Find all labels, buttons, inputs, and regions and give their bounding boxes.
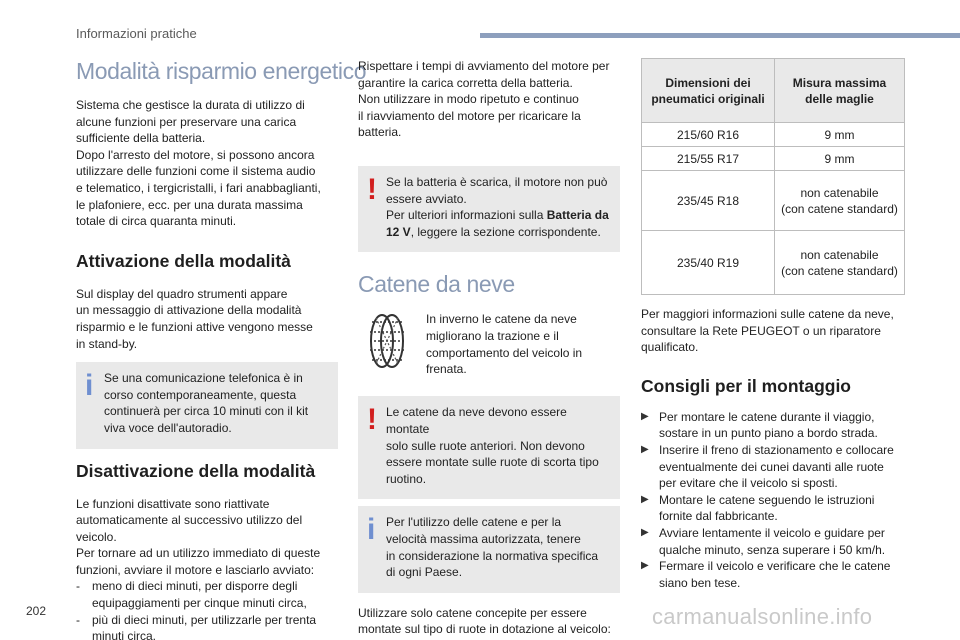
- note-line: Se la batteria è scarica, il motore non può: [386, 174, 608, 189]
- header-line: pneumatici originali: [651, 91, 765, 106]
- text-line: Avviare lentamente il veicolo e guidare per: [659, 525, 885, 540]
- text-line: Per maggiori informazioni sulle catene da neve,: [641, 307, 894, 321]
- text-line: per evitare che il veicolo si sposti.: [659, 476, 838, 491]
- column-middle: [358, 58, 620, 638]
- text-line: In inverno le catene da neve: [426, 312, 577, 327]
- text-line: frenata.: [426, 362, 467, 377]
- text-line: qualificato.: [641, 340, 699, 355]
- list-item: [641, 558, 911, 591]
- text-line: Non utilizzare in modo ripetuto e continuo: [358, 92, 579, 107]
- info-icon: i: [367, 513, 376, 547]
- warning-note-chains: [358, 396, 620, 499]
- text-line: Fermare il veicolo e verificare che le catene: [659, 559, 891, 574]
- note-line: in considerazione la normativa specifica: [386, 548, 599, 563]
- cell-tyre: 215/60 R16: [642, 123, 775, 147]
- chains-type-text: [358, 605, 620, 638]
- text-line: Per tornare ad un utilizzo immediato di queste: [76, 546, 321, 561]
- text-line: Rispettare i tempi di avviamento del motore per: [358, 59, 610, 73]
- text-line: più di dieci minuti, per utilizzarle per trenta: [92, 612, 317, 627]
- cell-size: 9 mm: [775, 123, 905, 147]
- note-line: ruotino.: [386, 471, 427, 486]
- text-line: comportamento del veicolo in: [426, 345, 583, 360]
- cell-tyre: 215/55 R17: [642, 147, 775, 171]
- arrow-bullet-icon: ▶: [641, 410, 649, 422]
- note-line: solo sulle ruote anteriori. Non devono: [386, 438, 585, 453]
- text-line: automaticamente al successivo utilizzo del: [76, 513, 303, 528]
- text-line: migliorano la trazione e il: [426, 328, 559, 343]
- column-left: [76, 58, 367, 640]
- dash-marker: -: [76, 579, 80, 594]
- note-line: velocità massima autorizzata, tenere: [386, 531, 581, 546]
- text-line: Le funzioni disattivate sono riattivate: [76, 496, 270, 511]
- text-line: fornite dal fabbricante.: [659, 509, 778, 524]
- table-header-row: [642, 59, 905, 123]
- note-text: , leggere la sezione corrispondente.: [410, 224, 601, 239]
- warning-note-battery: [358, 166, 620, 252]
- dash-marker: -: [76, 612, 80, 627]
- note-line: Se una comunicazione telefonica è in: [104, 371, 303, 386]
- heading-activation: Attivazione della modalità: [76, 250, 291, 271]
- header-bar: [480, 33, 960, 38]
- text-line: il riavviamento del motore per ricaricare la: [358, 108, 581, 123]
- list-item: [641, 442, 911, 492]
- energy-saving-intro: [76, 97, 338, 230]
- note-line: di ogni Paese.: [386, 565, 463, 580]
- list-item: [76, 612, 338, 640]
- text-line: meno di dieci minuti, per disporre degli: [92, 579, 298, 594]
- text-line: veicolo.: [76, 529, 117, 544]
- cell-line: (con catene standard): [781, 201, 898, 216]
- info-note-speed: [358, 506, 620, 592]
- title-snow-chains: Catene da neve: [358, 271, 515, 298]
- table-row: [642, 171, 905, 231]
- text-line: montate sul tipo di ruote in dotazione al veicolo:: [358, 622, 611, 637]
- text-line: qualche minuto, senza superare i 50 km/h.: [659, 542, 886, 557]
- page-number: 202: [26, 604, 47, 618]
- text-line: consultare la Rete PEUGEOT o un riparatore: [641, 323, 881, 338]
- header-line: Misura massima: [792, 75, 887, 90]
- text-line: Sistema che gestisce la durata di utilizzo di: [76, 98, 305, 112]
- text-line: utilizzare delle funzioni come il sistema audio: [76, 164, 316, 179]
- activation-text: [76, 286, 338, 352]
- text-line: minuti circa.: [92, 629, 157, 640]
- text-line: Sul display del quadro strumenti appare: [76, 286, 288, 301]
- chains-intro-text: [426, 311, 620, 377]
- heading-mounting-advice: Consigli per il montaggio: [641, 375, 851, 396]
- note-line: Le catene da neve devono essere montate: [386, 405, 567, 436]
- text-line: Montare le catene seguendo le istruzioni: [659, 492, 875, 507]
- engine-start-text: [358, 58, 620, 141]
- text-line: e telematico, i tergicristalli, i fari anabbaglianti,: [76, 180, 321, 195]
- tyre-chain-table: [641, 58, 905, 295]
- text-line: Dopo l'arresto del motore, si possono ancora: [76, 147, 315, 162]
- note-line: essere montate sulle ruote di scorta tipo: [386, 455, 599, 470]
- text-line: un messaggio di attivazione della modalità: [76, 303, 302, 318]
- text-line: garantire la carica corretta della batteria.: [358, 75, 573, 90]
- chains-intro-block: [358, 312, 620, 396]
- snow-chain-icon: [358, 312, 418, 370]
- text-line: Utilizzare solo catene concepite per essere: [358, 605, 587, 620]
- watermark: carmanualsonline.info: [652, 604, 873, 629]
- text-line: alcune funzioni per preservare una carica: [76, 114, 297, 129]
- text-line: funzioni, avviare il motore e lasciarlo avviato:: [76, 562, 315, 577]
- cell-line: non catenabile: [800, 185, 879, 200]
- note-line: [386, 207, 612, 224]
- text-line: sufficiente della batteria.: [76, 131, 206, 146]
- note-line: essere avviato.: [386, 191, 467, 206]
- battery-link-text: 12 V: [386, 224, 411, 239]
- header-line: Dimensioni dei: [665, 75, 751, 90]
- table-row: [642, 147, 905, 171]
- text-line: risparmio e le funzioni attive vengono messe: [76, 319, 313, 334]
- table-row: [642, 231, 905, 295]
- arrow-bullet-icon: ▶: [641, 443, 649, 455]
- cell-size: [775, 231, 905, 295]
- warning-icon: !: [367, 403, 377, 437]
- note-line: Per l'utilizzo delle catene e per la: [386, 515, 562, 530]
- text-line: le plafoniere, ecc. per una durata massima: [76, 197, 303, 212]
- list-item: [641, 409, 911, 442]
- list-item: [641, 525, 911, 558]
- section-header: Informazioni pratiche: [76, 26, 197, 41]
- arrow-bullet-icon: ▶: [641, 526, 649, 538]
- header-line: delle maglie: [805, 91, 874, 106]
- text-line: batteria.: [358, 125, 402, 140]
- battery-link-text: Batteria da: [546, 208, 609, 223]
- text-line: siano ben tese.: [659, 575, 741, 590]
- note-line: [386, 224, 612, 241]
- title-energy-saving: Modalità risparmio energetico: [76, 58, 367, 84]
- header-max-link-size: [775, 59, 905, 123]
- text-line: eventualmente dei cunei davanti alle ruote: [659, 459, 884, 474]
- cell-line: non catenabile: [800, 247, 879, 262]
- header-tyre-size: [642, 59, 775, 123]
- deactivation-text: [76, 496, 338, 579]
- cell-tyre: 235/45 R18: [642, 171, 775, 231]
- deactivation-list: [76, 578, 338, 640]
- cell-line: (con catene standard): [781, 263, 898, 278]
- column-right: [641, 58, 911, 591]
- cell-tyre: 235/40 R19: [642, 231, 775, 295]
- table-row: [642, 123, 905, 147]
- text-line: sostare in un punto piano a bordo strada.: [659, 426, 878, 441]
- text-line: Inserire il freno di stazionamento e collocare: [659, 442, 894, 457]
- note-line: continuerà per circa 10 minuti con il kit: [104, 404, 309, 419]
- more-info-text: [641, 306, 911, 356]
- cell-size: [775, 171, 905, 231]
- cell-size: 9 mm: [775, 147, 905, 171]
- note-text: Per ulteriori informazioni sulla: [386, 208, 547, 223]
- text-line: in stand-by.: [76, 336, 138, 351]
- heading-deactivation: Disattivazione della modalità: [76, 460, 316, 481]
- arrow-bullet-icon: ▶: [641, 493, 649, 505]
- info-note-phone: [76, 362, 338, 448]
- info-icon: i: [85, 369, 94, 403]
- note-line: viva voce dell'autoradio.: [104, 420, 232, 435]
- warning-icon: !: [367, 172, 377, 206]
- arrow-bullet-icon: ▶: [641, 560, 649, 572]
- text-line: Per montare le catene durante il viaggio,: [659, 409, 875, 424]
- text-line: totale di circa quaranta minuti.: [76, 214, 237, 229]
- list-item: [76, 578, 338, 611]
- list-item: [641, 492, 911, 525]
- note-line: corso contemporaneamente, questa: [104, 387, 297, 402]
- text-line: equipaggiamenti per cinque minuti circa,: [92, 596, 307, 611]
- mounting-advice-list: [641, 409, 911, 592]
